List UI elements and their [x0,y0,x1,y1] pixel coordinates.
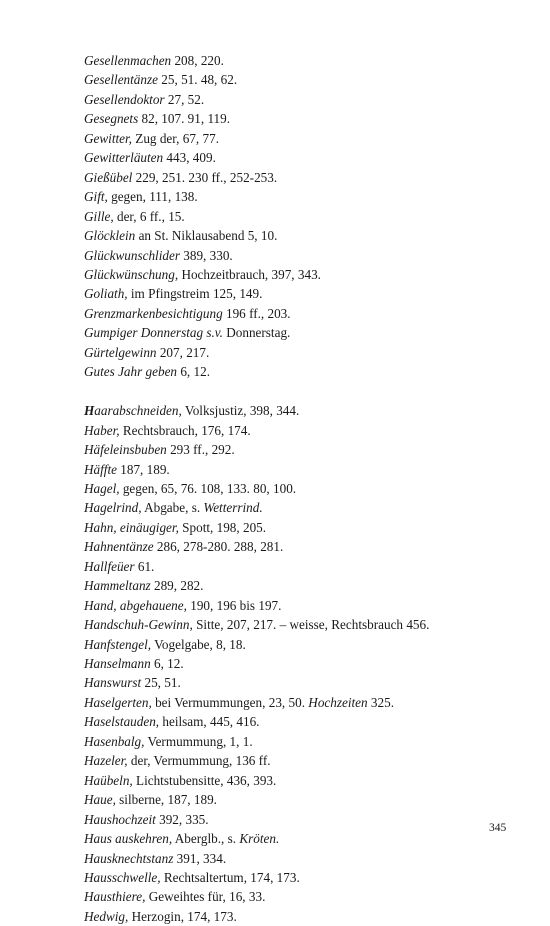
index-entry [84,693,524,712]
entry-term: H [84,403,95,419]
entry-reference: gegen, 111, 138. [107,189,198,205]
entry-term: Hedwig, [84,908,129,924]
entry-reference: Hochzeitbrauch, 397, 343. [178,266,321,282]
entry-reference: 389, 330. [179,247,233,263]
entry-term: Haselstauden, [84,714,160,730]
entry-reference: Rechtsaltertum, 174, 173. [160,870,300,886]
entry-reference: 6, 12. [177,364,210,380]
index-entry [84,421,524,440]
index-entry [84,518,524,537]
index-entry [84,537,524,556]
entry-term: Hallfeüer [84,558,135,574]
index-entry [84,148,524,167]
index-entry [84,246,524,265]
entry-term: Hagelrind, [84,500,142,516]
entry-reference: 229, 251. 230 ff., 252-253. [132,169,278,185]
entry-term: Glückwünschung, [84,266,179,282]
entry-term: Glückwunschlider [84,247,180,263]
entry-reference: heilsam, 445, 416. [159,714,260,730]
entry-term: Gesellenmachen [84,53,172,68]
index-entry [84,51,524,70]
index-entry [84,673,524,692]
entry-term: Gutes Jahr geben [84,364,178,380]
entry-reference: im Pfingstreim 125, 149. [127,286,263,302]
entry-reference: 61. [134,558,155,574]
entry-term: Hanselmann [84,656,151,672]
entry-reference: der, 6 ff., 15. [113,208,185,224]
index-entry [84,440,524,459]
entry-reference: 293 ff., 292. [166,442,235,458]
index-entry [84,576,524,595]
entry-reference: Spott, 198, 205. [178,519,267,535]
entry-term: Gesellendoktor [84,91,165,107]
entry-reference: Abgabe, s. [141,500,204,516]
entry-term: Haus auskehren, [84,831,173,847]
entry-reference: Donnerstag. [222,325,291,341]
entry-reference: 187, 189. [116,461,170,477]
entry-term: Haübeln, [84,772,133,788]
entry-term: Hochzeiten [308,694,368,710]
entry-reference: Lichtstubensitte, 436, 393. [132,772,277,788]
entry-term: Häfeleinsbuben [84,442,167,458]
entry-reference: an St. Niklausabend 5, 10. [135,228,278,244]
entry-reference: 289, 282. [150,578,204,594]
group-spacer [84,382,524,401]
entry-term: Hausschwelle, [84,870,161,886]
entry-reference: 6, 12. [150,656,184,672]
entry-reference: 443, 409. [163,150,216,166]
entry-term: Hausknechtstanz [84,850,174,866]
index-entry [84,70,524,89]
index-entry [84,810,524,829]
entry-reference: Sitte, 207, 217. – weisse, Rechtsbrauch 456. [192,617,430,633]
index-entry [84,226,524,245]
entry-term: Wetterrind. [203,500,263,516]
index-entry [84,868,524,887]
index-entry [84,323,524,342]
entry-reference: 392, 335. [155,811,209,827]
entry-term: Gille, [84,208,114,224]
index-entry [84,304,524,323]
index-entry [84,712,524,731]
index-entry [84,401,524,420]
index-entry [84,907,524,926]
page-number: 345 [489,822,507,834]
entry-reference: 27, 52. [164,91,205,107]
entry-term: Hammeltanz [84,578,151,594]
entry-reference: der, Vermummung, 136 ff. [127,753,271,769]
entry-term: Hahn, einäugiger, [84,519,179,535]
index-entry [84,635,524,654]
entry-term: Glöcklein [84,228,136,244]
index-entry [84,751,524,770]
entry-term: Haue, [84,792,116,808]
entry-reference: 25, 51. 48, 62. [157,72,238,88]
entry-reference: 325. [367,694,394,710]
entry-term: Gumpiger Donnerstag s.v. [84,325,223,341]
entry-reference: bei Vermummungen, 23, 50. [151,694,309,710]
index-entry [84,498,524,517]
entry-reference: Rechtsbrauch, 176, 174. [119,422,251,438]
entry-term: Gift, [84,189,108,205]
entry-reference: 25, 51. [141,675,181,691]
entry-reference: silberne, 187, 189. [115,792,217,808]
entry-reference: Aberglb., s. [172,831,240,847]
entry-term: Gewitterläuten [84,150,164,166]
entry-term: Gesegnets [84,111,139,127]
entry-term: Gesellentänze [84,72,158,88]
entry-term: Gießübel [84,169,133,185]
entry-term: Häffte [84,461,117,477]
entry-term: Goliath, [84,286,128,302]
entry-reference: 391, 334. [173,850,227,866]
entry-term: Gewitter, [84,130,132,146]
index-entry [84,343,524,362]
entry-reference: Geweihtes für, 16, 33. [145,889,266,905]
entry-reference: 286, 278-280. 288, 281. [153,539,284,555]
entry-term: Gürtelgewinn [84,344,157,360]
index-entry [84,129,524,148]
entry-term: Haselgerten, [84,694,152,710]
index-entry [84,615,524,634]
index-entry [84,168,524,187]
entry-term: Hagel, [84,480,120,496]
index-entry [84,207,524,226]
index-entry [84,829,524,848]
index-entry [84,654,524,673]
entry-term: Hand, abgehauene, [84,597,187,613]
index-entry [84,557,524,576]
entry-term: Hausthiere, [84,889,146,905]
entry-term: Kröten. [239,831,280,847]
entry-term: Hasenbalg, [84,733,145,749]
index-entry [84,187,524,206]
entry-term: Hanfstengel, [84,636,152,652]
entry-term: aarabschneiden, [94,403,182,419]
index-entry [84,479,524,498]
index-entry [84,771,524,790]
index-entry [84,460,524,479]
entry-term: Hanswurst [84,675,142,691]
entry-term: Grenzmarkenbesichtigung [84,305,223,321]
entry-reference: Vermummung, 1, 1. [144,733,253,749]
index-entry [84,90,524,109]
index-column [84,51,524,926]
entry-reference: 190, 196 bis 197. [186,597,282,613]
entry-term: Hahnentänze [84,539,154,555]
index-entry [84,265,524,284]
entry-reference: gegen, 65, 76. 108, 133. 80, 100. [119,480,297,496]
entry-reference: 196 ff., 203. [222,305,291,321]
index-entry [84,284,524,303]
index-entry [84,732,524,751]
entry-reference: 207, 217. [156,344,210,360]
entry-term: Hazeler, [84,753,128,769]
index-entry [84,887,524,906]
entry-reference: Herzogin, 174, 173. [128,908,237,924]
index-entry [84,109,524,128]
entry-reference: Volksjustiz, 398, 344. [181,403,300,419]
entry-reference: Vogelgabe, 8, 18. [151,636,246,652]
index-entry [84,362,524,381]
index-entry [84,596,524,615]
index-entry [84,790,524,809]
entry-reference: 208, 220. [171,53,224,68]
entry-term: Haber, [84,422,120,438]
index-entry [84,849,524,868]
entry-reference: Zug der, 67, 77. [131,130,219,146]
entry-term: Handschuh-Gewinn, [84,617,193,633]
entry-term: Haushochzeit [84,811,156,827]
entry-reference: 82, 107. 91, 119. [138,111,231,127]
